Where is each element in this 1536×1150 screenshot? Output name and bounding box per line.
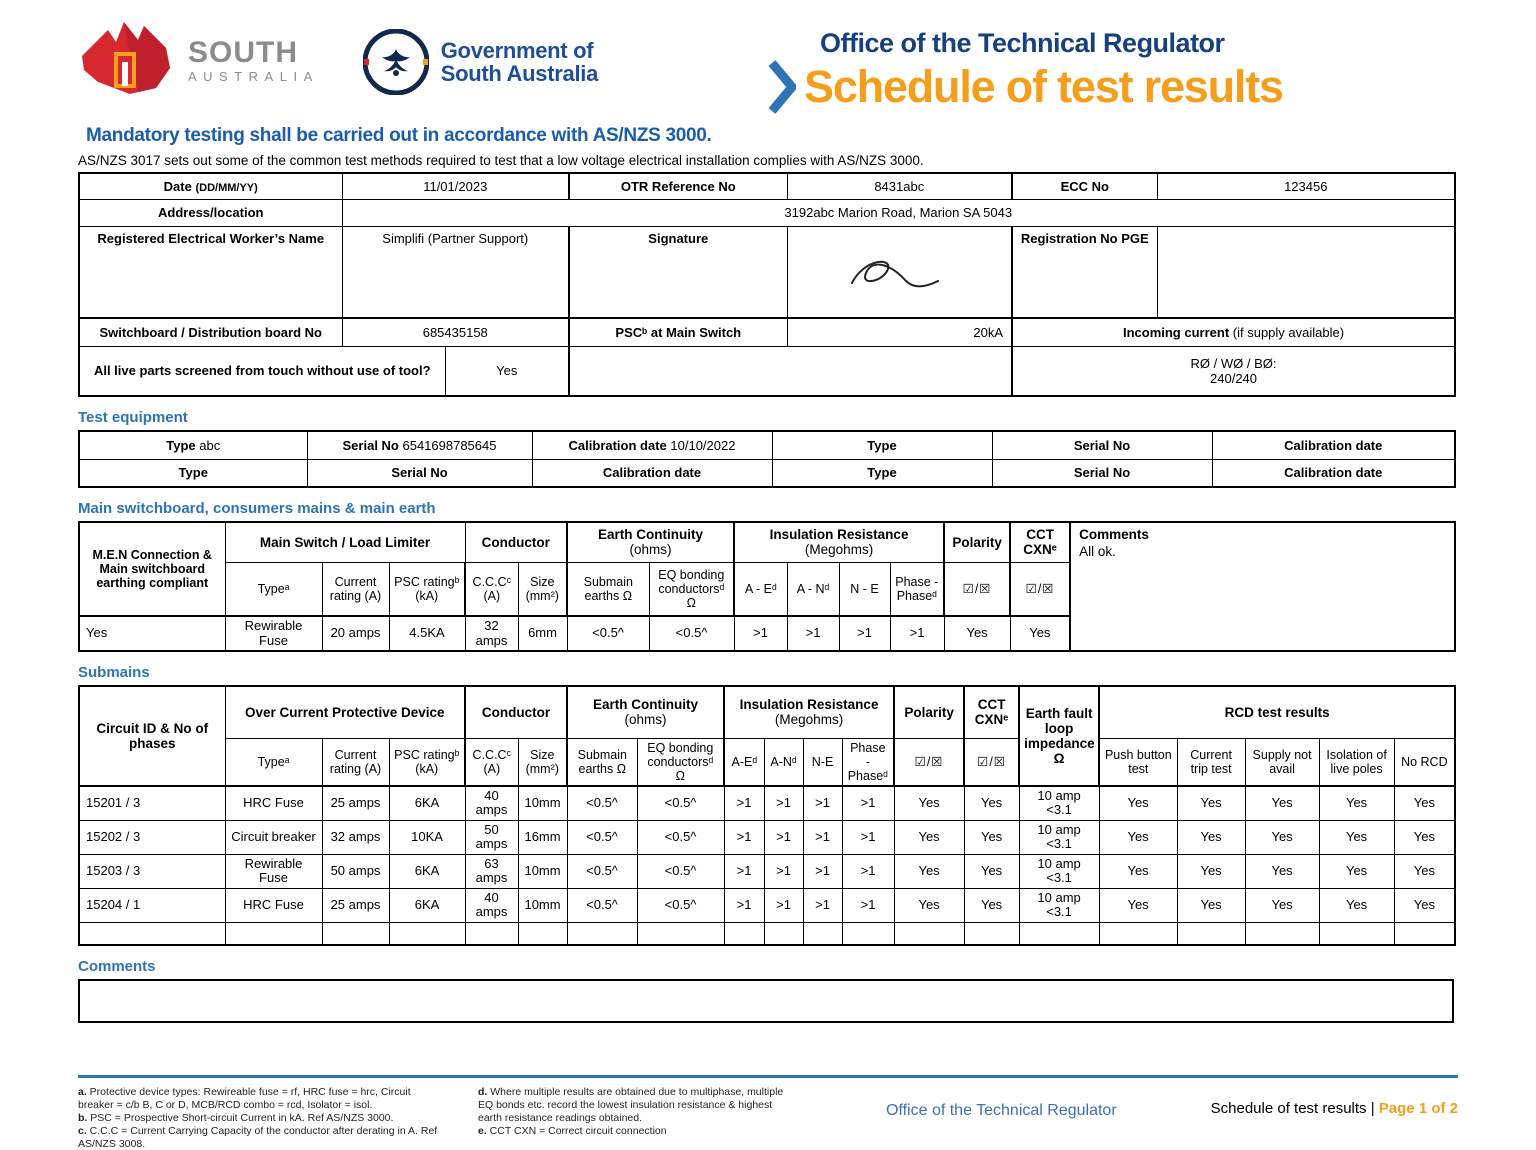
insulation-resistance-header: Insulation Resistance (Megohms) — [734, 522, 944, 562]
a-n-subheader: A-Nᵈ — [764, 738, 803, 786]
table-cell: >1 — [764, 786, 803, 821]
table-cell: 15204 / 1 — [79, 888, 225, 922]
table-cell: Yes — [1245, 854, 1319, 888]
submains-table — [78, 685, 1456, 946]
test-equipment-heading: Test equipment — [78, 409, 188, 426]
signature-cell — [787, 226, 1012, 318]
polarity-checkbox-glyph: ☑/☒ — [894, 738, 964, 786]
table-cell: Serial No — [992, 459, 1212, 487]
worker-name-label: Registered Electrical Worker’s Name — [79, 226, 342, 318]
table-cell: <0.5^ — [637, 820, 724, 854]
earth-continuity-header: Earth Continuity (ohms) — [567, 522, 734, 562]
table-cell: >1 — [839, 616, 890, 651]
footnote-b: b. PSC = Prospective Short-circuit Current in kA. Ref AS/NZS 3000. — [78, 1112, 394, 1125]
south-australia-logo — [78, 16, 319, 108]
table-cell: <0.5^ — [637, 888, 724, 922]
table-cell: Yes — [1245, 786, 1319, 821]
footer-page-number: Page 1 of 2 — [1378, 1100, 1458, 1118]
n-e-subheader: N-E — [803, 738, 842, 786]
table-cell: Yes — [894, 854, 964, 888]
table-row — [79, 820, 1455, 854]
conductor-header: Conductor — [465, 686, 567, 738]
footer-page-indicator: Schedule of test results | Page 1 of 2 — [1210, 1100, 1458, 1118]
table-cell: 15203 / 3 — [79, 854, 225, 888]
circuit-id-header: Circuit ID & No of phases — [79, 686, 225, 786]
chevron-right-icon — [768, 59, 796, 115]
government-logo-text — [441, 39, 598, 85]
main-switch-header: Main Switch / Load Limiter — [225, 522, 465, 562]
footnote-c: c. C.C.C = Current Carrying Capacity of the conductor after derating in A. Ref AS/NZS 3008. — [78, 1124, 438, 1150]
table-cell: >1 — [890, 616, 944, 651]
psc-rating-subheader: PSC ratingᵇ (kA) — [389, 562, 465, 616]
table-cell: Yes — [944, 616, 1010, 651]
table-cell: >1 — [724, 820, 764, 854]
table-cell: Yes — [1394, 888, 1455, 922]
table-cell: Yes — [1099, 854, 1177, 888]
table-cell: Yes — [1319, 820, 1394, 854]
table-cell: <0.5^ — [567, 616, 649, 651]
table-cell: Yes — [1177, 820, 1245, 854]
table-row — [79, 346, 1455, 396]
table-cell: Yes — [1394, 786, 1455, 821]
men-connection-header: M.E.N Connection & Main switchboard earthing compliant — [79, 522, 225, 616]
table-cell: Yes — [1245, 888, 1319, 922]
table-cell: 4.5KA — [389, 616, 465, 651]
table-cell: Type — [772, 431, 992, 459]
table-cell: Calibration date 10/10/2022 — [532, 431, 772, 459]
main-switchboard-heading: Main switchboard, consumers mains & main earth — [78, 500, 436, 517]
conductor-header: Conductor — [465, 522, 567, 562]
current-trip-subheader: Current trip test — [1177, 738, 1245, 786]
table-cell — [322, 922, 389, 945]
table-cell: Serial No 6541698785645 — [307, 431, 532, 459]
ccc-subheader: C.C.Cᶜ (A) — [465, 562, 518, 616]
table-cell: 6KA — [389, 854, 465, 888]
table-cell: 20 amps — [322, 616, 389, 651]
table-cell: HRC Fuse — [225, 888, 322, 922]
submain-earths-subheader: Submain earths Ω — [567, 562, 649, 616]
table-cell: >1 — [842, 820, 894, 854]
table-cell: 10 amp <3.1 — [1019, 786, 1099, 821]
ccc-subheader: C.C.Cᶜ (A) — [465, 738, 518, 786]
switchboard-no-label: Switchboard / Distribution board No — [79, 318, 342, 346]
table-cell: >1 — [724, 854, 764, 888]
table-cell: 10mm — [518, 786, 567, 821]
table-cell — [1319, 922, 1394, 945]
comments-box — [78, 979, 1454, 1023]
office-title: Office of the Technical Regulator — [820, 28, 1225, 58]
registration-no-label: Registration No PGE — [1012, 226, 1157, 318]
table-cell: >1 — [787, 616, 839, 651]
table-cell: Circuit breaker — [225, 820, 322, 854]
cct-cxn-header: CCT CXNᵉ — [1010, 522, 1070, 562]
type-subheader: Typeᵃ — [225, 738, 322, 786]
empty-cell — [569, 346, 1012, 396]
table-cell: Yes — [964, 854, 1019, 888]
table-cell: Yes — [964, 888, 1019, 922]
n-e-subheader: N - E — [839, 562, 890, 616]
table-cell: Yes — [1099, 786, 1177, 821]
otr-reference-value: 8431abc — [787, 173, 1012, 199]
table-cell: 10mm — [518, 854, 567, 888]
incoming-current-phases — [1012, 346, 1455, 396]
table-cell: Calibration date — [1212, 431, 1455, 459]
comments-cell: Comments All ok. — [1070, 522, 1455, 651]
table-cell — [842, 922, 894, 945]
footer-doc-title: Schedule of test results — [1210, 1100, 1367, 1118]
signature-image — [844, 249, 954, 299]
eq-bonding-subheader: EQ bonding conductorsᵈ Ω — [649, 562, 734, 616]
table-cell: 10mm — [518, 888, 567, 922]
table-cell: >1 — [764, 854, 803, 888]
phases-line: RØ / WØ / BØ: — [1190, 355, 1277, 371]
table-cell: Type — [772, 459, 992, 487]
logo-text-australia: AUSTRALIA — [188, 68, 319, 84]
table-cell — [1099, 922, 1177, 945]
table-row — [79, 854, 1455, 888]
intro-text: AS/NZS 3017 sets out some of the common test methods required to test that a low voltage electrical installation complies with AS/NZS 3000. — [78, 153, 924, 168]
table-cell: 10 amp <3.1 — [1019, 888, 1099, 922]
type-subheader: Typeᵃ — [225, 562, 322, 616]
table-cell: Yes — [964, 820, 1019, 854]
table-cell: >1 — [842, 888, 894, 922]
table-cell: Yes — [1177, 786, 1245, 821]
logo-group — [78, 16, 598, 108]
table-cell: Yes — [1245, 820, 1319, 854]
table-cell — [894, 922, 964, 945]
table-cell: Yes — [1177, 888, 1245, 922]
table-cell: HRC Fuse — [225, 786, 322, 821]
page-header — [78, 16, 1458, 115]
table-cell: >1 — [803, 854, 842, 888]
cct-checkbox-glyph: ☑/☒ — [964, 738, 1019, 786]
table-cell: Yes — [1319, 786, 1394, 821]
table-cell: 50 amps — [322, 854, 389, 888]
table-cell: >1 — [764, 888, 803, 922]
table-cell: Yes — [1010, 616, 1070, 651]
table-cell: Yes — [1394, 820, 1455, 854]
submains-heading: Submains — [78, 664, 150, 682]
table-row — [79, 431, 1455, 459]
government-crest-icon — [363, 29, 429, 95]
page-footer — [78, 1086, 1458, 1150]
table-row — [79, 318, 1455, 346]
table-cell: <0.5^ — [567, 888, 637, 922]
phases-value: 240/240 — [1210, 370, 1258, 386]
polarity-header: Polarity — [894, 686, 964, 738]
table-row — [79, 786, 1455, 821]
logo-text-south: SOUTH — [188, 35, 298, 69]
table-header-row — [79, 686, 1455, 738]
table-cell: Yes — [1319, 854, 1394, 888]
table-cell: Type abc — [79, 431, 307, 459]
table-cell — [1394, 922, 1455, 945]
footer-office-title: Office of the Technical Regulator — [886, 1102, 1117, 1120]
table-cell: Yes — [1394, 854, 1455, 888]
table-cell: 15201 / 3 — [79, 786, 225, 821]
table-cell: 10 amp <3.1 — [1019, 820, 1099, 854]
footnote-d: d. Where multiple results are obtained due to multiphase, multiple EQ bonds etc. record the lowest insulation resistance & highest earth resistance readings obtained. — [478, 1086, 784, 1125]
isolation-subheader: Isolation of live poles — [1319, 738, 1394, 786]
table-cell: Yes — [964, 786, 1019, 821]
earth-fault-loop-header: Earth fault loop impedance Ω — [1019, 686, 1099, 786]
table-cell: >1 — [764, 820, 803, 854]
table-cell — [1245, 922, 1319, 945]
doc-title-row — [768, 59, 1458, 115]
live-parts-question: All live parts screened from touch without use of tool? — [79, 346, 445, 396]
table-cell — [567, 922, 637, 945]
table-cell — [79, 922, 225, 945]
current-rating-subheader: Current rating (A) — [322, 562, 389, 616]
table-row — [79, 199, 1455, 226]
table-cell: >1 — [803, 820, 842, 854]
table-cell: >1 — [803, 786, 842, 821]
table-cell: Yes — [894, 820, 964, 854]
test-equipment-table — [78, 430, 1456, 488]
table-row — [79, 922, 1455, 945]
footer-divider — [78, 1075, 1458, 1078]
table-cell: 40 amps — [465, 888, 518, 922]
table-cell — [764, 922, 803, 945]
table-cell: <0.5^ — [637, 854, 724, 888]
table-cell: <0.5^ — [649, 616, 734, 651]
worker-name-value: Simplifi (Partner Support) — [342, 226, 569, 318]
cct-checkbox-glyph: ☑/☒ — [1010, 562, 1070, 616]
government-logo — [363, 29, 598, 95]
table-cell — [724, 922, 764, 945]
a-e-subheader: A - Eᵈ — [734, 562, 787, 616]
a-e-subheader: A-Eᵈ — [724, 738, 764, 786]
comments-heading: Comments — [78, 958, 156, 976]
footnote-e: e. CCT CXN = Correct circuit connection — [478, 1124, 667, 1137]
table-cell — [964, 922, 1019, 945]
psc-main-switch-label: PSCᵇ at Main Switch — [569, 318, 787, 346]
table-cell: <0.5^ — [637, 786, 724, 821]
date-value: 11/01/2023 — [342, 173, 569, 199]
table-cell: Yes — [1177, 854, 1245, 888]
table-cell: 40 amps — [465, 786, 518, 821]
table-cell — [518, 922, 567, 945]
table-cell: Rewirable Fuse — [225, 854, 322, 888]
south-australia-map-icon — [78, 16, 178, 108]
table-cell — [465, 922, 518, 945]
table-cell: <0.5^ — [567, 854, 637, 888]
table-cell — [389, 922, 465, 945]
submains-body — [79, 686, 1455, 945]
table-cell — [1019, 922, 1099, 945]
table-cell: 10KA — [389, 820, 465, 854]
table-row — [79, 173, 1455, 199]
gov-text-line2: South Australia — [440, 61, 599, 86]
table-cell: 6KA — [389, 888, 465, 922]
table-cell: Calibration date — [532, 459, 772, 487]
table-cell: Yes — [1099, 888, 1177, 922]
table-cell: Yes — [79, 616, 225, 651]
doc-title: Schedule of test results — [804, 61, 1283, 113]
table-cell — [637, 922, 724, 945]
table-subheader-row — [79, 738, 1455, 786]
otr-reference-label: OTR Reference No — [569, 173, 787, 199]
signature-label: Signature — [569, 226, 787, 318]
registration-no-value — [1157, 226, 1455, 318]
psc-main-switch-value: 20kA — [787, 318, 1012, 346]
table-cell: Yes — [1099, 820, 1177, 854]
table-cell: 50 amps — [465, 820, 518, 854]
table-row — [79, 888, 1455, 922]
table-cell: >1 — [724, 888, 764, 922]
table-cell: 25 amps — [322, 786, 389, 821]
table-cell: Rewirable Fuse — [225, 616, 322, 651]
table-cell: 32 amps — [465, 616, 518, 651]
main-switchboard-body — [79, 522, 1455, 651]
gov-text-line1: Government of — [440, 37, 594, 63]
polarity-header: Polarity — [944, 522, 1010, 562]
table-cell: Serial No — [307, 459, 532, 487]
phase-phase-subheader: Phase - Phaseᵈ — [842, 738, 894, 786]
polarity-checkbox-glyph: ☑/☒ — [944, 562, 1010, 616]
rcd-test-results-header: RCD test results — [1099, 686, 1455, 738]
test-equipment-body — [79, 431, 1455, 487]
phase-phase-subheader: Phase - Phaseᵈ — [890, 562, 944, 616]
table-cell: Serial No — [992, 431, 1212, 459]
table-row — [79, 459, 1455, 487]
no-rcd-subheader: No RCD — [1394, 738, 1455, 786]
table-cell — [225, 922, 322, 945]
table-cell: Yes — [894, 888, 964, 922]
table-header-row — [79, 522, 1455, 562]
submain-earths-subheader: Submain earths Ω — [567, 738, 637, 786]
table-cell: <0.5^ — [567, 820, 637, 854]
table-cell — [1177, 922, 1245, 945]
table-cell: Calibration date — [1212, 459, 1455, 487]
table-cell: 25 amps — [322, 888, 389, 922]
south-australia-logo-text — [188, 35, 319, 86]
size-subheader: Size (mm²) — [518, 562, 567, 616]
table-cell: >1 — [842, 854, 894, 888]
main-switchboard-table — [78, 521, 1456, 652]
table-cell: <0.5^ — [567, 786, 637, 821]
table-cell: >1 — [724, 786, 764, 821]
a-n-subheader: A - Nᵈ — [787, 562, 839, 616]
table-cell: >1 — [734, 616, 787, 651]
table-cell: Type — [79, 459, 307, 487]
table-cell: 16mm — [518, 820, 567, 854]
details-table — [78, 172, 1456, 397]
table-cell — [803, 922, 842, 945]
table-cell: >1 — [842, 786, 894, 821]
switchboard-no-value: 685435158 — [342, 318, 569, 346]
insulation-resistance-header: Insulation Resistance (Megohms) — [724, 686, 894, 738]
table-cell: 15202 / 3 — [79, 820, 225, 854]
table-cell: Yes — [1319, 888, 1394, 922]
table-cell: 32 amps — [322, 820, 389, 854]
supply-not-avail-subheader: Supply not avail — [1245, 738, 1319, 786]
table-cell: 63 amps — [465, 854, 518, 888]
table-cell: >1 — [803, 888, 842, 922]
footnotes-right — [478, 1086, 796, 1137]
table-cell: Yes — [894, 786, 964, 821]
ecc-no-label: ECC No — [1012, 173, 1157, 199]
ocpd-header: Over Current Protective Device — [225, 686, 465, 738]
address-value: 3192abc Marion Road, Marion SA 5043 — [342, 199, 1455, 226]
mandatory-testing-headline: Mandatory testing shall be carried out in accordance with AS/NZS 3000. — [86, 125, 712, 146]
current-rating-subheader: Current rating (A) — [322, 738, 389, 786]
psc-rating-subheader: PSC ratingᵇ (kA) — [389, 738, 465, 786]
footnote-a: a. Protective device types: Rewireable fuse = rf, HRC fuse = hrc, Circuit breaker = c/b B, C or D, MCB/RCD combo = rcd, Isolator = isol. — [78, 1086, 411, 1112]
address-label: Address/location — [79, 199, 342, 226]
size-subheader: Size (mm²) — [518, 738, 567, 786]
earth-continuity-header: Earth Continuity (ohms) — [567, 686, 724, 738]
table-row — [79, 226, 1455, 318]
push-button-subheader: Push button test — [1099, 738, 1177, 786]
table-cell: 6KA — [389, 786, 465, 821]
date-label: Date (DD/MM/YY) — [79, 173, 342, 199]
incoming-current-header: Incoming current (if supply available) — [1012, 318, 1455, 346]
table-cell: 10 amp <3.1 — [1019, 854, 1099, 888]
title-block — [768, 16, 1458, 115]
cct-cxn-header: CCT CXNᵉ — [964, 686, 1019, 738]
ecc-no-value: 123456 — [1157, 173, 1455, 199]
footnotes-left — [78, 1086, 440, 1150]
eq-bonding-subheader: EQ bonding conductorsᵈ Ω — [637, 738, 724, 786]
table-cell: 6mm — [518, 616, 567, 651]
live-parts-answer: Yes — [445, 346, 569, 396]
